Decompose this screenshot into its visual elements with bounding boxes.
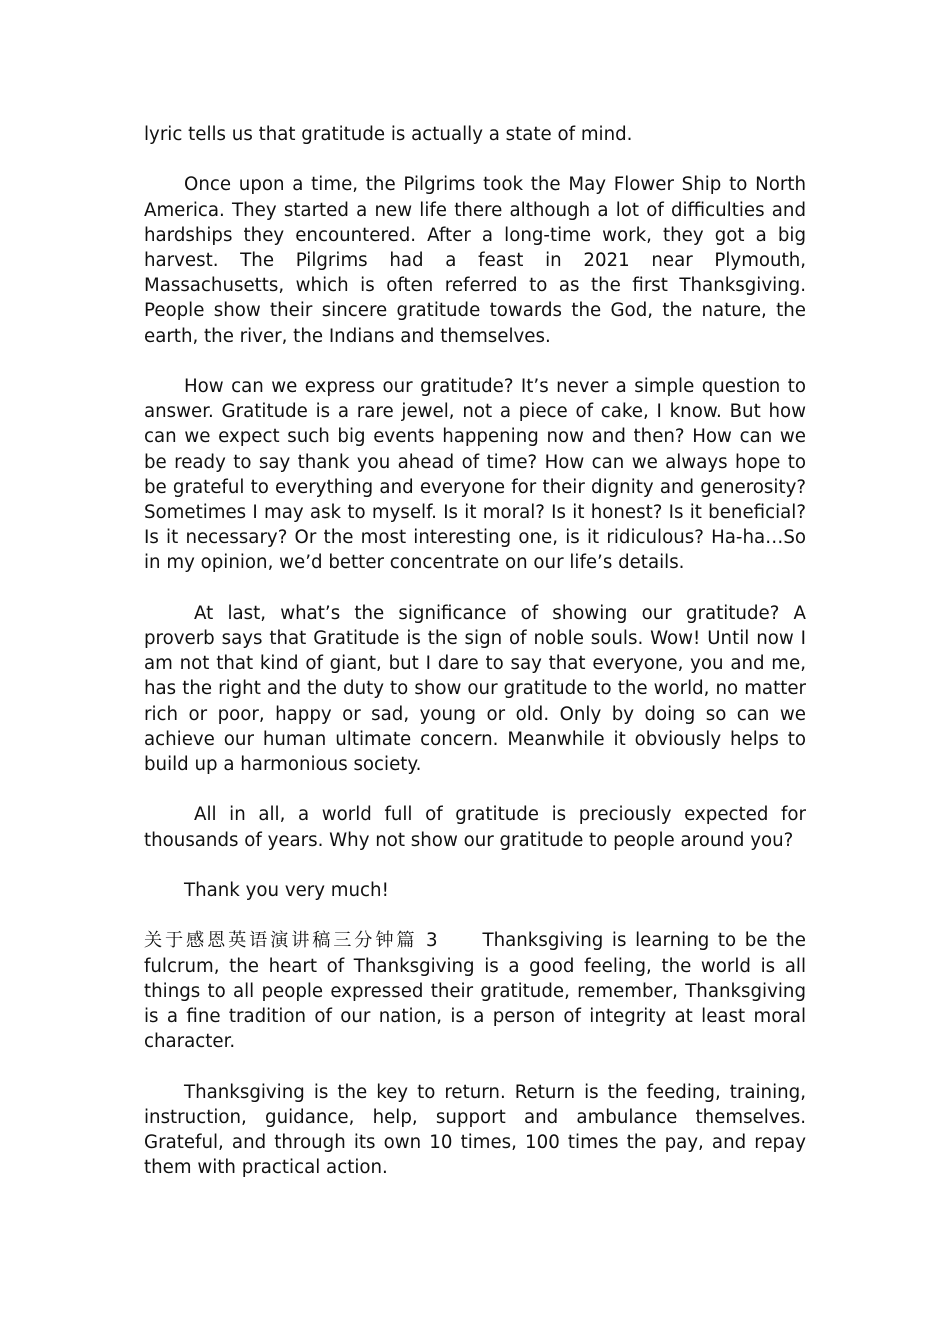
paragraph-section-3: 关于感恩英语演讲稿三分钟篇 3 Thanksgiving is learning to be the fulcrum, the heart of Thanksgiving is a good feeling, the world is all things to all people expressed their gratitude, remember, Thanksgiving is a fine tradition of our nation, is a person of integrity at least moral character. — [144, 930, 806, 1053]
paragraph-pilgrims: Once upon a time, the Pilgrims took the May Flower Ship to North America. They started a new life there although a lot of difficulties and hardships they encountered. After a long-time work, they got a big harvest. The Pilgrims had a feast in 2021 near Plymouth, Massachusetts, which is often referred to as the first Thanksgiving. People show their sincere gratitude towards the God, the nature, the earth, the river, the Indians and themselves. — [144, 174, 812, 347]
paragraph-express-gratitude: How can we express our gratitude? It’s never a simple question to answer. Gratitude is a rare jewel, not a piece of cake, I know. But how can we expect such big events happening now and then? How can we be ready to say thank you ahead of time? How can we always hope to be grateful to everything and everyone for their dignity and generosity? Sometimes I may ask to myself. Is it moral? Is it honest? Is it beneficial? Is it necessary? Or the most interesting one, is it ridiculous? Ha-ha…So in my opinion, we’d better concentrate on our life’s details. — [144, 376, 812, 574]
paragraph-thank-you: Thank you very much! — [184, 880, 389, 902]
paragraph-all-in-all: All in all, a world full of gratitude is preciously expected for thousands of years. Why not show our gratitude to people around you? — [144, 804, 812, 851]
document-page — [144, 122, 812, 1206]
paragraph-lyric: lyric tells us that gratitude is actually a state of mind. — [144, 124, 633, 145]
paragraph-return: Thanksgiving is the key to return. Return is the feeding, training, instruction, guidance, help, support and ambulance themselves. Grateful, and through its own 10 times, 100 times the pay, and repay them with practical action. — [144, 1081, 812, 1179]
paragraph-significance: At last, what’s the significance of showing our gratitude? A proverb says that Gratitude is the sign of noble souls. Wow! Until now I am not that kind of giant, but I dare to say that everyone, you and me, has the right and the duty to show our gratitude to the world, no matter rich or poor, happy or sad, young or old. Only by doing so can we achieve our human ultimate concern. Meanwhile it obviously helps to build up a harmonious society. — [144, 602, 812, 776]
